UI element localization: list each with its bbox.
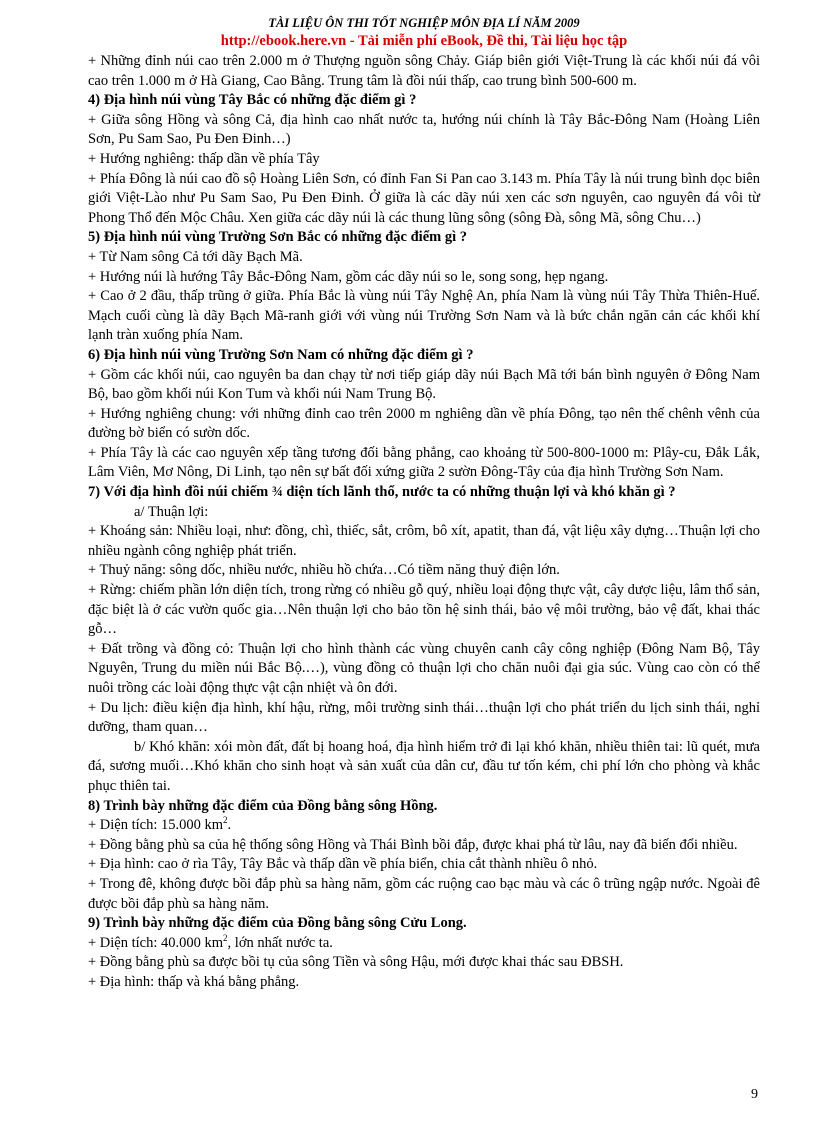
- document-header-links: [88, 32, 760, 52]
- section-heading: 6) Địa hình núi vùng Trường Sơn Nam có những đặc điểm gì ?: [88, 346, 474, 363]
- indented-paragraph: a/ Thuận lợi:: [134, 503, 209, 520]
- section-heading: 8) Trình bày những đặc điểm của Đồng bằng sông Hồng.: [88, 797, 438, 814]
- paragraph: + Phía Đông là núi cao đồ sộ Hoàng Liên Sơn, có đỉnh Fan Si Pan cao 3.143 m. Phía Tây là núi trung bình dọc biên giới Việt-Lào như Pu Sam Sao, Pu Đen Đinh. Ở giữa là các dãy núi xen các sơn nguyên, cao nguyên đá vôi từ Phong Thổ đến Mộc Châu. Xen giữa các dãy núi là các thung lũng sông (sông Đà, sông Mã, sông Chu…): [88, 170, 760, 226]
- paragraph-text: + Diện tích: 40.000 km: [88, 934, 224, 951]
- document-header-title: TÀI LIỆU ÔN THI TỐT NGHIỆP MÔN ĐỊA LÍ NĂM 2009: [268, 16, 580, 30]
- paragraph-text-after: , lớn nhất nước ta.: [227, 934, 333, 951]
- paragraph: + Cao ở 2 đầu, thấp trũng ở giữa. Phía Bắc là vùng núi Tây Nghệ An, phía Nam là vùng núi Tây Thừa Thiên-Huế. Mạch cuối cùng là dãy Bạch Mã-ranh giới với vùng núi Trường Sơn Nam và là bức chắn ngăn cản các khối khí lạnh tràn xuống phía Nam.: [88, 288, 760, 344]
- paragraph: + Đồng bằng phù sa được bồi tụ của sông Tiền và sông Hậu, mới được khai thác sau ĐBSH.: [88, 954, 624, 971]
- superscript: 2: [223, 932, 228, 943]
- paragraph: + Rừng: chiếm phần lớn diện tích, trong rừng có nhiều gỗ quý, nhiều loại động thực vật, cây dược liệu, lâm thổ sản, đặc biệt là ở các vườn quốc gia…Nên thuận lợi cho bảo tồn hệ sinh thái, bảo vệ môi trường, bảo vệ đất, khai thác gỗ…: [88, 582, 760, 638]
- paragraph: + Hướng nghiêng chung: với những đỉnh cao trên 2000 m nghiêng dần về phía Đông, tạo nên thế chênh vênh của đường bờ biển có sườn dốc.: [88, 405, 760, 442]
- paragraph: + Hướng nghiêng: thấp dần về phía Tây: [88, 150, 320, 167]
- site-link[interactable]: http://ebook.here.vn: [220, 33, 347, 49]
- section-heading: 9) Trình bày những đặc điểm của Đồng bằng sông Cửu Long.: [88, 915, 467, 932]
- paragraph: + Trong đê, không được bồi đắp phù sa hàng năm, gồm các ruộng cao bạc màu và các ô trũng ngập nước. Ngoài đê được bồi đắp phù sa hàng năm.: [88, 875, 760, 912]
- section-heading: 5) Địa hình núi vùng Trường Sơn Bắc có những đặc điểm gì ?: [88, 229, 468, 246]
- paragraph: + Khoáng sản: Nhiều loại, như: đồng, chì, thiếc, sắt, crôm, bô xít, apatit, than đá, vật liệu xây dựng…Thuận lợi cho nhiều ngành công nghiệp phát triển.: [88, 523, 760, 559]
- superscript: 2: [223, 815, 228, 826]
- paragraph: + Phía Tây là các cao nguyên xếp tầng tương đối bằng phẳng, cao khoảng từ 500-800-1000 m: Plây-cu, Đắk Lắk, Lâm Viên, Mơ Nông, Di Linh, tạo nên sự bất đối xứng giữa 2 sườn Đông-Tây của địa hình Trường Sơn Nam.: [88, 444, 760, 481]
- paragraph: [88, 816, 760, 836]
- header-separator: -: [346, 33, 358, 49]
- section-heading: 7) Với địa hình đồi núi chiếm ¾ diện tích lãnh thổ, nước ta có những thuận lợi và khó khăn gì ?: [88, 484, 676, 501]
- paragraph: + Giữa sông Hồng và sông Cả, địa hình cao nhất nước ta, hướng núi chính là Tây Bắc-Đông Nam (Hoàng Liên Sơn, Pu Sam Sao, Pu Đen Đinh…): [88, 111, 760, 148]
- paragraph: + Gồm các khối núi, cao nguyên ba dan chạy từ nơi tiếp giáp dãy núi Bạch Mã tới bán bình nguyên ở Đông Nam Bộ, bao gồm khối núi Kon Tum và khối núi Nam Trung Bộ.: [88, 366, 760, 403]
- paragraph: + Đồng bằng phù sa của hệ thống sông Hồng và Thái Bình bồi đắp, được khai phá từ lâu, nay đã biến đổi nhiều.: [88, 836, 738, 853]
- document-body: [88, 52, 760, 993]
- paragraph-text-after: .: [227, 817, 232, 834]
- paragraph: [88, 934, 760, 954]
- paragraph: + Những đỉnh núi cao trên 2.000 m ở Thượng nguồn sông Chảy. Giáp biên giới Việt-Trung là các khối núi đá vôi cao trên 1.000 m ở Hà Giang, Cao Bằng. Trung tâm là đồi núi thấp, cao trung bình 500-600 m.: [88, 53, 760, 89]
- page-number: 9: [751, 1087, 758, 1102]
- document-page: [88, 14, 760, 993]
- indented-paragraph: b/ Khó khăn: xói mòn đất, đất bị hoang hoá, địa hình hiểm trở đi lại khó khăn, nhiều thiên tai: lũ quét, mưa đá, sương muối…Khó khăn cho sinh hoạt và sản xuất của dân cư, đầu tư tốn kém, chi phí lớn cho phòng và khắc phục thiên tai.: [88, 738, 760, 794]
- section-heading: 4) Địa hình núi vùng Tây Bắc có những đặc điểm gì ?: [88, 92, 417, 109]
- header-tagline: Tải miễn phí eBook, Đề thi, Tài liệu học tập: [358, 33, 628, 49]
- paragraph: + Thuỷ năng: sông dốc, nhiều nước, nhiều hồ chứa…Có tiềm năng thuỷ điện lớn.: [88, 562, 560, 579]
- paragraph: + Địa hình: thấp và khá bằng phẳng.: [88, 973, 300, 990]
- paragraph: + Đất trồng và đồng cỏ: Thuận lợi cho hình thành các vùng chuyên canh cây công nghiệp (Đông Nam Bộ, Tây Nguyên, Trung du miền núi Bắc Bộ.…), vùng đồng cỏ thuận lợi cho chăn nuôi đại gia súc. Vùng cao còn có thể nuôi trồng các loài động thực vật cận nhiệt và ôn đới.: [88, 640, 760, 696]
- paragraph: + Từ Nam sông Cả tới dãy Bạch Mã.: [88, 248, 303, 265]
- paragraph: + Hướng núi là hướng Tây Bắc-Đông Nam, gồm các dãy núi so le, song song, hẹp ngang.: [88, 268, 609, 285]
- paragraph: + Du lịch: điều kiện địa hình, khí hậu, rừng, môi trường sinh thái…thuận lợi cho phát triển du lịch sinh thái, nghỉ dưỡng, tham quan…: [88, 699, 760, 736]
- paragraph: + Địa hình: cao ở rìa Tây, Tây Bắc và thấp dần về phía biển, chia cắt thành nhiều ô nhỏ.: [88, 856, 598, 873]
- paragraph-text: + Diện tích: 15.000 km: [88, 817, 224, 834]
